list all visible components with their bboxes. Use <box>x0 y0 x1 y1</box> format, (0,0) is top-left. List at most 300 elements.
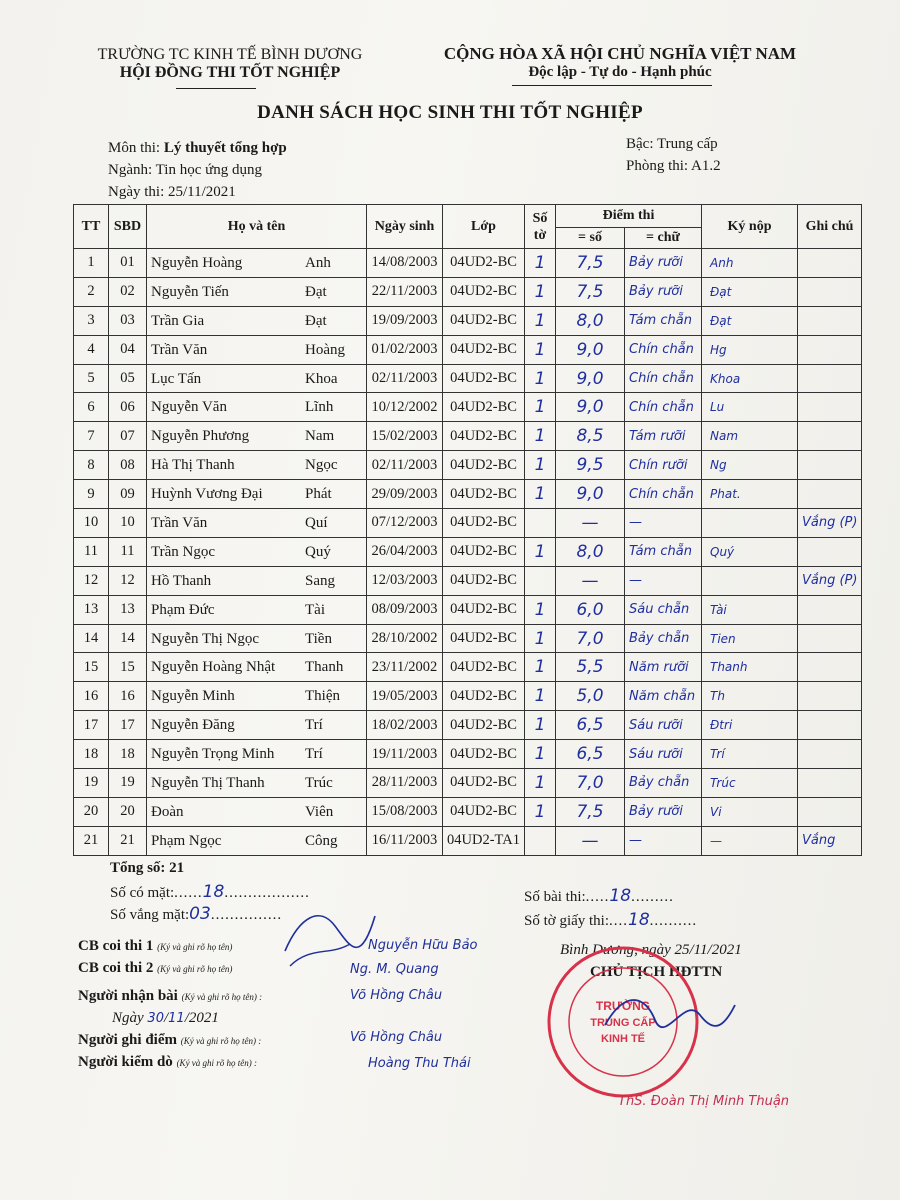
cell-tt: 3 <box>74 306 109 335</box>
cell-given-name: Sang <box>305 572 335 589</box>
cell-sbd: 21 <box>109 826 147 855</box>
cell-class: 04UD2-BC <box>443 537 525 566</box>
table-row <box>74 249 862 278</box>
cell-given-name: Quý <box>305 543 331 560</box>
cell-sheets: 1 <box>525 682 556 711</box>
cell-dob: 16/11/2003 <box>367 826 443 855</box>
cell-surname: Nguyễn Trọng Minh <box>151 746 275 763</box>
cell-sbd: 14 <box>109 624 147 653</box>
cell-surname: Nguyễn Hoàng Nhật <box>151 659 276 676</box>
cell-tt: 13 <box>74 595 109 624</box>
table-row <box>74 711 862 740</box>
cell-name <box>147 566 367 595</box>
exam-major: Ngành: Tin học ứng dụng <box>108 162 262 178</box>
cell-given-name: Thiện <box>305 688 340 705</box>
subject-value: Lý thuyết tổng hợp <box>163 140 287 156</box>
cell-given-name: Quí <box>305 515 328 532</box>
cell-sbd: 09 <box>109 480 147 509</box>
cell-surname: Lục Tấn <box>151 370 202 387</box>
cell-signature <box>702 509 798 538</box>
cell-class: 04UD2-BC <box>443 509 525 538</box>
col-note: Ghi chú <box>798 205 862 249</box>
cell-surname: Trần Ngọc <box>151 543 216 560</box>
sheets-value: 18 <box>628 910 650 930</box>
place-date: Bình Dương, ngày 25/11/2021 <box>560 942 742 958</box>
cell-sbd: 18 <box>109 740 147 769</box>
cell-score-word: Bảy chẵn <box>625 624 702 653</box>
date-month: 11 <box>168 1011 185 1026</box>
cell-note <box>798 653 862 682</box>
cell-note <box>798 249 862 278</box>
chair-signature-scribble <box>600 985 740 1045</box>
cell-name <box>147 364 367 393</box>
cell-name <box>147 335 367 364</box>
col-class: Lớp <box>443 205 525 249</box>
svg-text:KINH TẾ: KINH TẾ <box>601 1033 645 1045</box>
cell-sheets: 1 <box>525 537 556 566</box>
cell-name <box>147 537 367 566</box>
cell-class: 04UD2-BC <box>443 249 525 278</box>
table-row <box>74 422 862 451</box>
cell-given-name: Anh <box>305 255 331 271</box>
papers-label: Số bài thi: <box>524 889 586 905</box>
col-dob: Ngày sinh <box>367 205 443 249</box>
cell-signature: Tài <box>702 595 798 624</box>
cell-signature: Tien <box>702 624 798 653</box>
cell-score-word: Bảy rưỡi <box>625 797 702 826</box>
cell-given-name: Đạt <box>305 312 327 329</box>
cell-sheets: 1 <box>525 624 556 653</box>
cell-score-word: Chín chẵn <box>625 480 702 509</box>
motto: Độc lập - Tự do - Hạnh phúc <box>528 64 712 80</box>
cell-sheets: 1 <box>525 451 556 480</box>
cell-given-name: Đạt <box>305 283 327 300</box>
cell-score-num: 9,0 <box>556 335 625 364</box>
cell-note <box>798 393 862 422</box>
cell-dob: 01/02/2003 <box>367 335 443 364</box>
cell-dob: 02/11/2003 <box>367 364 443 393</box>
cell-note <box>798 480 862 509</box>
cell-dob: 28/11/2003 <box>367 769 443 798</box>
cell-surname: Đoàn <box>151 803 184 820</box>
cell-score-word: Sáu rưỡi <box>625 711 702 740</box>
cell-tt: 5 <box>74 364 109 393</box>
cell-surname: Hà Thị Thanh <box>151 457 235 474</box>
cell-sheets: 1 <box>525 277 556 306</box>
cell-score-word: — <box>625 826 702 855</box>
cell-dob: 23/11/2002 <box>367 653 443 682</box>
cell-signature: — <box>702 826 798 855</box>
cell-score-word: Chín chẵn <box>625 335 702 364</box>
absent-value: 03 <box>189 904 211 924</box>
present-count: Số có mặt:......18.................. <box>110 882 310 902</box>
proctor-signature-scribble <box>280 896 390 976</box>
cell-sbd: 06 <box>109 393 147 422</box>
cell-dob: 22/11/2003 <box>367 277 443 306</box>
cell-score-num: 8,0 <box>556 306 625 335</box>
cell-sbd: 03 <box>109 306 147 335</box>
exam-subject <box>108 140 287 157</box>
cell-tt: 2 <box>74 277 109 306</box>
cell-surname: Trần Văn <box>151 341 208 358</box>
col-sheets: Số tờ <box>525 205 556 249</box>
cell-note <box>798 624 862 653</box>
papers-value: 18 <box>609 886 632 906</box>
cell-class: 04UD2-BC <box>443 277 525 306</box>
cell-note: Vắng <box>798 826 862 855</box>
cell-surname: Nguyễn Tiến <box>151 283 229 300</box>
cell-note: Vắng (P) <box>798 509 862 538</box>
cell-score-word: Năm rưỡi <box>625 653 702 682</box>
cell-signature <box>702 566 798 595</box>
nation-header <box>430 44 810 81</box>
cell-name <box>147 509 367 538</box>
cell-surname: Nguyễn Thị Thanh <box>151 775 265 792</box>
cell-name <box>147 249 367 278</box>
cell-sheets: 1 <box>525 711 556 740</box>
cell-signature: Trúc <box>702 769 798 798</box>
cell-score-num: 6,0 <box>556 595 625 624</box>
cell-note <box>798 277 862 306</box>
date-day: 30 <box>147 1011 164 1026</box>
cell-score-num: 7,5 <box>556 249 625 278</box>
cell-score-word: Chín chẵn <box>625 364 702 393</box>
cell-signature: Đạt <box>702 306 798 335</box>
cell-name <box>147 826 367 855</box>
sheets-label: Số tờ giấy thi: <box>524 913 610 929</box>
table-row <box>74 624 862 653</box>
cell-dob: 19/05/2003 <box>367 682 443 711</box>
exam-date: Ngày thi: 25/11/2021 <box>108 184 236 200</box>
cell-sheets <box>525 826 556 855</box>
cell-given-name: Trúc <box>305 775 333 792</box>
cell-signature: Đạt <box>702 277 798 306</box>
cell-class: 04UD2-BC <box>443 653 525 682</box>
proctor1-line <box>78 938 232 955</box>
cell-dob: 02/11/2003 <box>367 451 443 480</box>
cell-surname: Huỳnh Vương Đại <box>151 486 263 503</box>
cell-sheets: 1 <box>525 422 556 451</box>
cell-signature: Hg <box>702 335 798 364</box>
cell-name <box>147 595 367 624</box>
cell-sheets: 1 <box>525 306 556 335</box>
cell-signature: Khoa <box>702 364 798 393</box>
cell-signature: Phat. <box>702 480 798 509</box>
student-table <box>73 204 862 856</box>
cell-score-word: Năm chẵn <box>625 682 702 711</box>
cell-note <box>798 740 862 769</box>
cell-class: 04UD2-BC <box>443 422 525 451</box>
cell-dob: 12/03/2003 <box>367 566 443 595</box>
table-row <box>74 595 862 624</box>
cell-class: 04UD2-BC <box>443 566 525 595</box>
table-row <box>74 797 862 826</box>
cell-note <box>798 682 862 711</box>
cell-name <box>147 682 367 711</box>
grader-label: Người ghi điểm <box>78 1032 177 1048</box>
exam-level: Bậc: Trung cấp <box>626 136 718 152</box>
cell-class: 04UD2-BC <box>443 797 525 826</box>
cell-note <box>798 711 862 740</box>
cell-surname: Trần Gia <box>151 312 205 329</box>
cell-sbd: 08 <box>109 451 147 480</box>
cell-sbd: 13 <box>109 595 147 624</box>
total-label: Tổng số: 21 <box>110 860 185 876</box>
cell-score-num: 7,0 <box>556 624 625 653</box>
cell-tt: 10 <box>74 509 109 538</box>
cell-signature: Đtri <box>702 711 798 740</box>
cell-class: 04UD2-BC <box>443 682 525 711</box>
chair-name: ThS. Đoàn Thị Minh Thuận <box>618 1094 790 1109</box>
cell-surname: Phạm Ngọc <box>151 832 222 849</box>
cell-sbd: 02 <box>109 277 147 306</box>
receiver-label: Người nhận bài <box>78 988 178 1004</box>
cell-tt: 14 <box>74 624 109 653</box>
proctor2-hint: (Ký và ghi rõ họ tên) <box>157 964 233 974</box>
absent-label: Số vắng mặt: <box>110 907 190 923</box>
cell-sheets: 1 <box>525 335 556 364</box>
cell-class: 04UD2-BC <box>443 711 525 740</box>
cell-tt: 4 <box>74 335 109 364</box>
cell-score-word: Bảy chẵn <box>625 769 702 798</box>
cell-score-num: 8,5 <box>556 422 625 451</box>
cell-signature: Anh <box>702 249 798 278</box>
table-row <box>74 826 862 855</box>
cell-tt: 16 <box>74 682 109 711</box>
proctor1-name: Nguyễn Hữu Bảo <box>368 938 478 953</box>
col-sbd: SBD <box>109 205 147 249</box>
cell-dob: 14/08/2003 <box>367 249 443 278</box>
cell-given-name: Thanh <box>305 659 344 676</box>
checker-label: Người kiểm dò <box>78 1054 173 1070</box>
cell-signature: Trí <box>702 740 798 769</box>
cell-sbd: 05 <box>109 364 147 393</box>
table-row <box>74 566 862 595</box>
cell-note <box>798 364 862 393</box>
cell-class: 04UD2-BC <box>443 624 525 653</box>
cell-name <box>147 797 367 826</box>
cell-dob: 19/09/2003 <box>367 306 443 335</box>
table-row <box>74 451 862 480</box>
receiver-line <box>78 988 262 1005</box>
cell-note: Vắng (P) <box>798 566 862 595</box>
cell-class: 04UD2-BC <box>443 595 525 624</box>
cell-tt: 18 <box>74 740 109 769</box>
cell-name <box>147 711 367 740</box>
cell-given-name: Viên <box>305 803 334 820</box>
table-row <box>74 740 862 769</box>
cell-class: 04UD2-TA1 <box>443 826 525 855</box>
cell-class: 04UD2-BC <box>443 740 525 769</box>
cell-sheets: 1 <box>525 740 556 769</box>
cell-sheets <box>525 566 556 595</box>
cell-score-num: 9,5 <box>556 451 625 480</box>
svg-text:TRƯỜNG: TRƯỜNG <box>595 999 651 1013</box>
cell-name <box>147 451 367 480</box>
proctor2-label: CB coi thi 2 <box>78 960 154 976</box>
cell-score-word: Tám chẵn <box>625 306 702 335</box>
proctor1-hint: (Ký và ghi rõ họ tên) <box>157 942 233 952</box>
cell-score-word: Chín rưỡi <box>625 451 702 480</box>
table-row <box>74 364 862 393</box>
cell-given-name: Phát <box>305 486 332 503</box>
cell-score-num: — <box>556 826 625 855</box>
cell-tt: 1 <box>74 249 109 278</box>
cell-dob: 18/02/2003 <box>367 711 443 740</box>
cell-sbd: 04 <box>109 335 147 364</box>
table-row <box>74 277 862 306</box>
exam-room: Phòng thi: A1.2 <box>626 158 721 174</box>
cell-name <box>147 624 367 653</box>
table-row <box>74 769 862 798</box>
svg-text:TRUNG CẤP: TRUNG CẤP <box>590 1017 656 1029</box>
cell-class: 04UD2-BC <box>443 393 525 422</box>
cell-given-name: Khoa <box>305 370 338 387</box>
cell-tt: 8 <box>74 451 109 480</box>
col-signature: Ký nộp <box>702 205 798 249</box>
cell-sheets: 1 <box>525 364 556 393</box>
cell-signature: Lu <box>702 393 798 422</box>
cell-sbd: 19 <box>109 769 147 798</box>
table-row <box>74 480 862 509</box>
cell-tt: 21 <box>74 826 109 855</box>
cell-score-num: 6,5 <box>556 711 625 740</box>
cell-score-word: Bảy rưỡi <box>625 277 702 306</box>
cell-sheets: 1 <box>525 653 556 682</box>
col-name: Họ và tên <box>147 205 367 249</box>
cell-score-word: — <box>625 566 702 595</box>
cell-score-num: 7,5 <box>556 277 625 306</box>
receiver-name: Võ Hồng Châu <box>350 988 443 1003</box>
cell-sbd: 20 <box>109 797 147 826</box>
cell-score-word: Chín chẵn <box>625 393 702 422</box>
nation-name: CỘNG HÒA XÃ HỘI CHỦ NGHĨA VIỆT NAM <box>443 44 797 63</box>
cell-signature: Nam <box>702 422 798 451</box>
cell-signature: Thanh <box>702 653 798 682</box>
cell-score-num: 9,0 <box>556 393 625 422</box>
cell-class: 04UD2-BC <box>443 451 525 480</box>
cell-class: 04UD2-BC <box>443 335 525 364</box>
cell-given-name: Nam <box>305 428 335 445</box>
cell-signature: Vi <box>702 797 798 826</box>
grader-name: Võ Hồng Châu <box>350 1030 443 1045</box>
cell-class: 04UD2-BC <box>443 306 525 335</box>
receive-date: Ngày 30/11/2021 <box>112 1010 219 1026</box>
cell-name <box>147 306 367 335</box>
cell-name <box>147 277 367 306</box>
school-name: TRƯỜNG TC KINH TẾ BÌNH DƯƠNG <box>97 46 363 63</box>
cell-score-word: Sáu rưỡi <box>625 740 702 769</box>
cell-signature: Ng <box>702 451 798 480</box>
present-value: 18 <box>202 882 225 902</box>
cell-sbd: 07 <box>109 422 147 451</box>
cell-surname: Nguyễn Đăng <box>151 717 235 734</box>
motto-underline <box>512 85 712 86</box>
header-underline <box>176 88 256 89</box>
cell-sbd: 10 <box>109 509 147 538</box>
cell-name <box>147 740 367 769</box>
cell-dob: 29/09/2003 <box>367 480 443 509</box>
cell-dob: 19/11/2003 <box>367 740 443 769</box>
cell-surname: Phạm Đức <box>151 601 215 618</box>
cell-given-name: Công <box>305 832 338 849</box>
present-label: Số có mặt: <box>110 885 175 901</box>
cell-sheets: 1 <box>525 480 556 509</box>
cell-score-word: — <box>625 509 702 538</box>
cell-surname: Nguyễn Phương <box>151 428 250 445</box>
cell-sheets: 1 <box>525 797 556 826</box>
cell-sheets <box>525 509 556 538</box>
cell-note <box>798 422 862 451</box>
table-row <box>74 335 862 364</box>
cell-name <box>147 393 367 422</box>
grader-hint: (Ký và ghi rõ họ tên) : <box>180 1036 262 1046</box>
cell-note <box>798 306 862 335</box>
cell-sheets: 1 <box>525 595 556 624</box>
cell-sbd: 17 <box>109 711 147 740</box>
cell-score-num: 5,5 <box>556 653 625 682</box>
table-body <box>74 249 862 856</box>
cell-sbd: 01 <box>109 249 147 278</box>
cell-class: 04UD2-BC <box>443 480 525 509</box>
proctor2-name: Ng. M. Quang <box>350 962 439 977</box>
cell-score-word: Tám rưỡi <box>625 422 702 451</box>
checker-line <box>78 1054 257 1071</box>
cell-tt: 12 <box>74 566 109 595</box>
cell-score-word: Sáu chẵn <box>625 595 702 624</box>
cell-class: 04UD2-BC <box>443 769 525 798</box>
cell-tt: 9 <box>74 480 109 509</box>
cell-score-num: 7,5 <box>556 797 625 826</box>
cell-name <box>147 480 367 509</box>
cell-surname: Trần Văn <box>151 515 208 532</box>
cell-sbd: 16 <box>109 682 147 711</box>
table-row <box>74 537 862 566</box>
date-year: /2021 <box>184 1010 219 1026</box>
table-row <box>74 682 862 711</box>
checker-hint: (Ký và ghi rõ họ tên) : <box>176 1058 258 1068</box>
cell-given-name: Tài <box>305 601 325 618</box>
chair-title: CHỦ TỊCH HĐTTN <box>590 964 723 980</box>
table-row <box>74 653 862 682</box>
cell-score-num: — <box>556 509 625 538</box>
cell-dob: 08/09/2003 <box>367 595 443 624</box>
cell-sheets: 1 <box>525 393 556 422</box>
cell-name <box>147 653 367 682</box>
cell-signature: Th <box>702 682 798 711</box>
cell-note <box>798 595 862 624</box>
date-prefix: Ngày <box>112 1010 144 1026</box>
cell-tt: 6 <box>74 393 109 422</box>
cell-sheets: 1 <box>525 249 556 278</box>
sheets-count: Số tờ giấy thi:....18.......... <box>524 910 698 930</box>
cell-score-num: 9,0 <box>556 364 625 393</box>
cell-tt: 11 <box>74 537 109 566</box>
proctor2-line <box>78 960 232 977</box>
cell-given-name: Trí <box>305 746 323 763</box>
cell-given-name: Hoàng <box>305 341 345 358</box>
cell-given-name: Lĩnh <box>305 399 334 416</box>
grader-line <box>78 1032 261 1049</box>
cell-dob: 07/12/2003 <box>367 509 443 538</box>
document-title: DANH SÁCH HỌC SINH THI TỐT NGHIỆP <box>257 102 643 123</box>
col-score-num: = số <box>556 228 625 249</box>
cell-tt: 20 <box>74 797 109 826</box>
cell-given-name: Trí <box>305 717 323 734</box>
cell-note <box>798 451 862 480</box>
cell-score-num: 7,0 <box>556 769 625 798</box>
receiver-hint: (Ký và ghi rõ họ tên) : <box>181 992 263 1002</box>
